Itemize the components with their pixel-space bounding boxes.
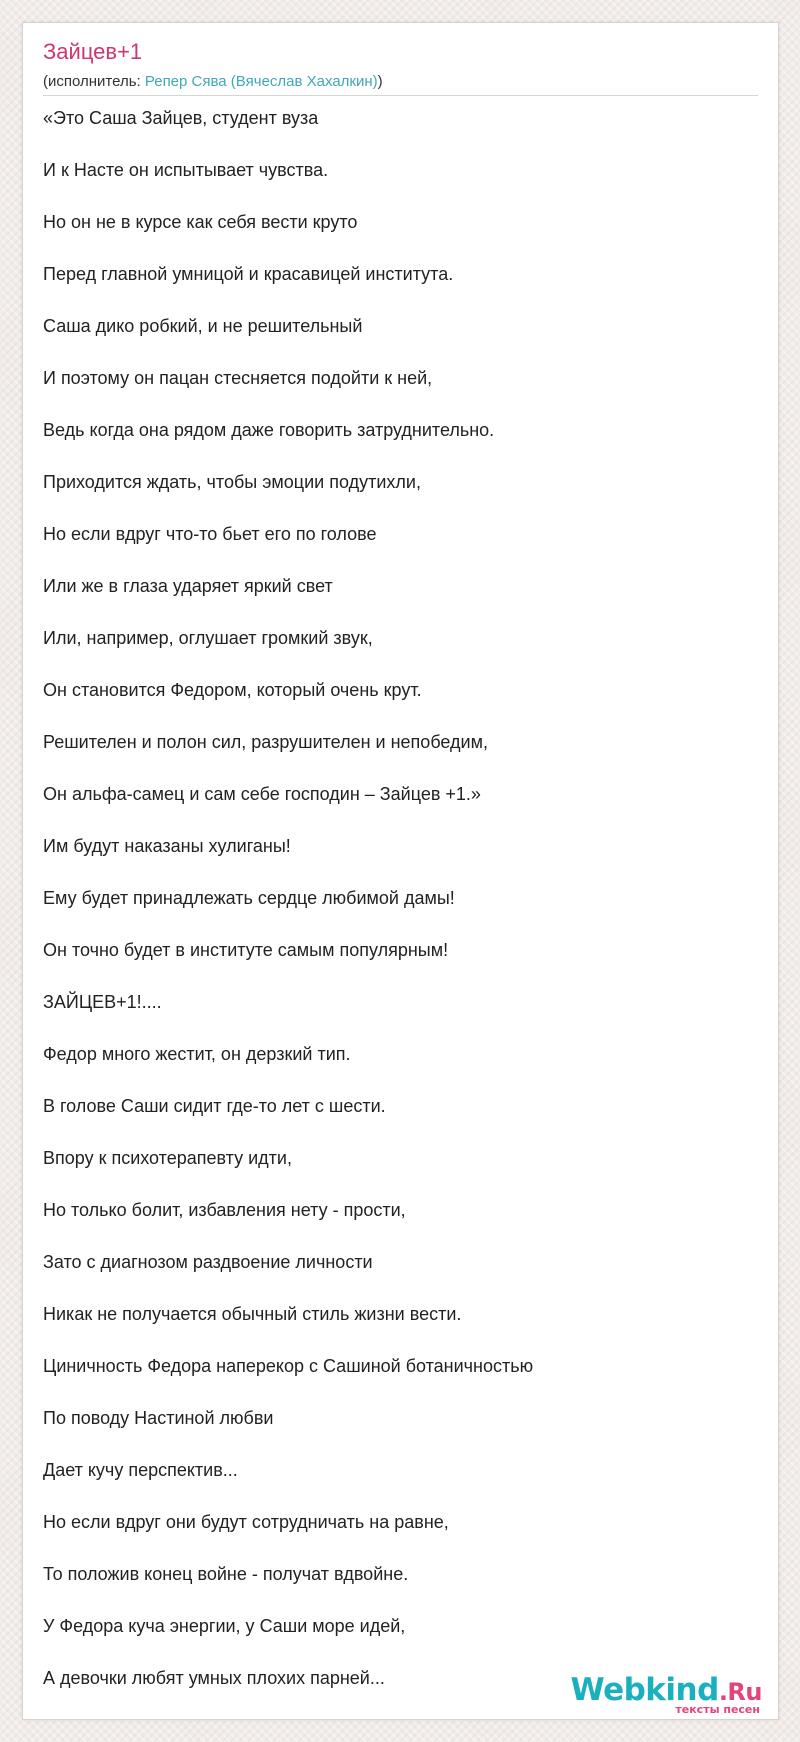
- song-title: Зайцев+1: [43, 39, 143, 64]
- lyric-line: И поэтому он пацан стесняется подойти к ней,: [43, 368, 433, 388]
- lyric-line: Но если вдруг они будут сотрудничать на равне,: [43, 1512, 449, 1532]
- lyric-line: «Это Саша Зайцев, студент вуза: [43, 108, 319, 128]
- lyric-line: Ведь когда она рядом даже говорить затруднительно.: [43, 420, 495, 440]
- lyric-line: То положив конец войне - получат вдвойне.: [43, 1564, 409, 1584]
- lyric-line: Дает кучу перспектив...: [43, 1460, 238, 1480]
- watermark-logo: [570, 1672, 763, 1708]
- watermark-brand: Webkind: [570, 1672, 719, 1708]
- lyric-line: Им будут наказаны хулиганы!: [43, 836, 291, 856]
- lyric-line: В голове Саши сидит где-то лет с шести.: [43, 1096, 386, 1116]
- watermark-tld: .Ru: [718, 1678, 762, 1706]
- watermark-tagline: тексты песен: [675, 1703, 760, 1716]
- lyric-line: Но он не в курсе как себя вести круто: [43, 212, 358, 232]
- lyric-line: Ему будет принадлежать сердце любимой дамы!: [43, 888, 455, 908]
- byline-prefix: (исполнитель:: [43, 73, 145, 90]
- artist-byline: [43, 74, 383, 89]
- byline-suffix: ): [377, 73, 383, 90]
- lyric-line: Саша дико робкий, и не решительный: [43, 316, 363, 336]
- lyric-line: Он становится Федором, который очень крут.: [43, 680, 422, 700]
- lyric-line: Перед главной умницой и красавицей института.: [43, 264, 454, 284]
- lyric-line: По поводу Настиной любви: [43, 1408, 274, 1428]
- lyrics-card: [22, 22, 779, 1720]
- lyric-line: Циничность Федора наперекор с Сашиной ботаничностью: [43, 1356, 534, 1376]
- lyric-line: Но только болит, избавления нету - прости,: [43, 1200, 406, 1220]
- site-watermark: [570, 1672, 763, 1716]
- lyric-line: Никак не получается обычный стиль жизни вести.: [43, 1304, 462, 1324]
- lyric-line: Или же в глаза ударяет яркий свет: [43, 576, 333, 596]
- lyrics-list: [43, 107, 533, 1719]
- lyric-line: И к Насте он испытывает чувства.: [43, 160, 329, 180]
- lyric-line: Решителен и полон сил, разрушителен и непобедим,: [43, 732, 488, 752]
- lyric-line: Он точно будет в институте самым популярным!: [43, 940, 449, 960]
- lyric-line: Но если вдруг что-то бьет его по голове: [43, 524, 377, 544]
- lyric-line: А девочки любят умных плохих парней...: [43, 1668, 385, 1688]
- lyric-line: Федор много жестит, он дерзкий тип.: [43, 1044, 351, 1064]
- lyric-line: Зато с диагнозом раздвоение личности: [43, 1252, 373, 1272]
- lyric-line: Или, например, оглушает громкий звук,: [43, 628, 373, 648]
- lyric-line: ЗАЙЦЕВ+1!....: [43, 992, 162, 1012]
- artist-link[interactable]: Репер Сява (Вячеслав Хахалкин): [144, 73, 378, 90]
- lyric-line: У Федора куча энергии, у Саши море идей,: [43, 1616, 406, 1636]
- lyric-line: Впору к психотерапевту идти,: [43, 1148, 292, 1168]
- lyric-line: Он альфа-самец и сам себе господин – Зайцев +1.»: [43, 784, 481, 804]
- lyric-line: Приходится ждать, чтобы эмоции подутихли,: [43, 472, 421, 492]
- title-divider: [43, 95, 758, 96]
